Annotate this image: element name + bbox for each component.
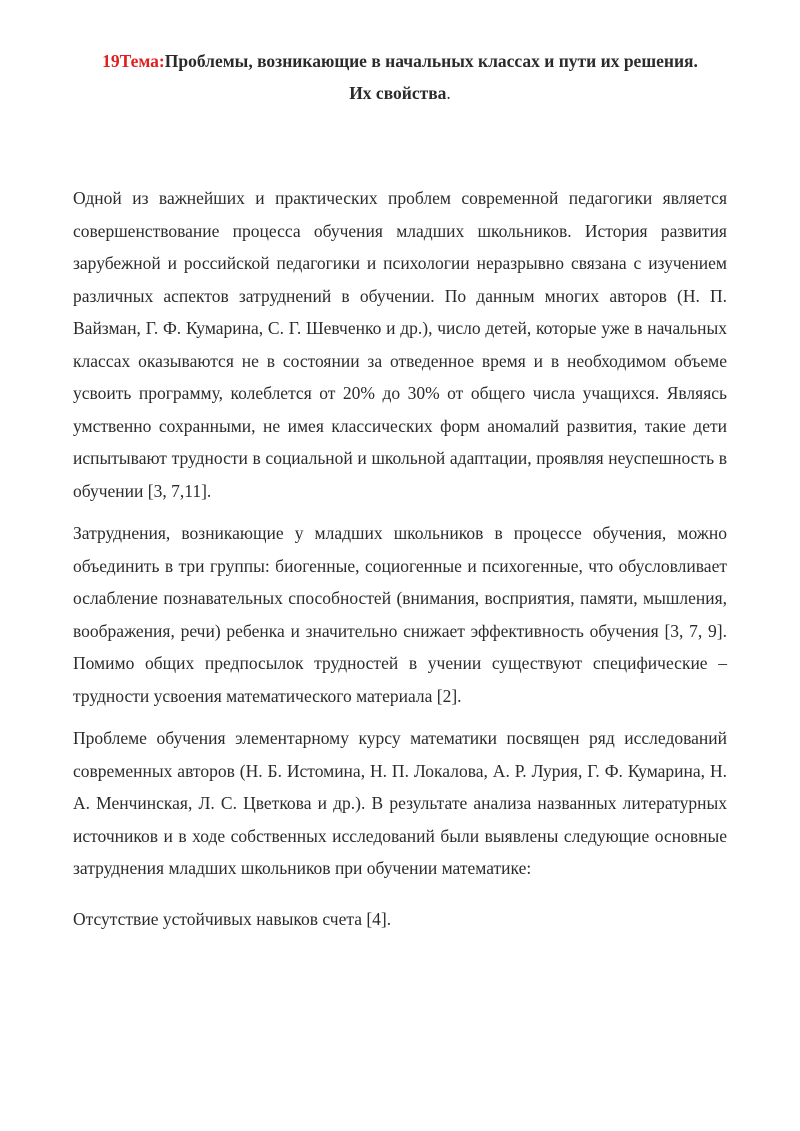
- paragraph-counting-skills: Отсутствие устойчивых навыков счета [4].: [73, 908, 392, 929]
- paragraph-intro: Одной из важнейших и практических проблем современной педагогики является совершенствование процесса обучения младших школьников. История развития зарубежной и российской педагогики и психологии неразрывно связана с изучением различных аспектов затруднений в обучении. По данным многих авторов (Н. П. Вайзман, Г. Ф. Кумарина, С. Г. Шевченко и др.), число детей, которые уже в начальных классах оказываются не в состоянии за отведенное время и в необходимом объеме усвоить программу, колеблется от 20% до 30% от общего числа учащихся. Являясь умственно сохранными, не имея классических форм аномалий развития, такие дети испытывают трудности в социальной и школьной адаптации, проявляя неуспешность в обучении [3, 7,11].: [73, 188, 727, 501]
- paragraph-difficulties: Затруднения, возникающие у младших школьников в процессе обучения, можно объединить в три группы: биогенные, социогенные и психогенные, что обусловливает ослабление познавательных способностей (внимания, восприятия, памяти, мышления, воображения, речи) ребенка и значительно снижает эффективность обучения [3, 7, 9]. Помимо общих предпосылок трудностей в учении существуют специфические – трудности усвоения математического материала [2].: [73, 523, 727, 706]
- topic-label: 19Тема:: [102, 51, 165, 71]
- title-line-2: Их свойства: [349, 83, 447, 103]
- title-line-1: Проблемы, возникающие в начальных классах и пути их решения.: [164, 51, 698, 71]
- title-line-2-end: .: [446, 83, 451, 103]
- page-title: [73, 0, 727, 109]
- paragraph-math-research: Проблеме обучения элементарному курсу математики посвящен ряд исследований современных авторов (Н. Б. Истомина, Н. П. Локалова, А. Р. Лурия, Г. Ф. Кумарина, Н. А. Менчинская, Л. С. Цветкова и др.). В результате анализа названных литературных источников и в ходе собственных исследований были выявлены следующие основные затруднения младших школьников при обучении математике:: [73, 728, 727, 878]
- document-body: [73, 182, 727, 935]
- document-page: [73, 0, 727, 945]
